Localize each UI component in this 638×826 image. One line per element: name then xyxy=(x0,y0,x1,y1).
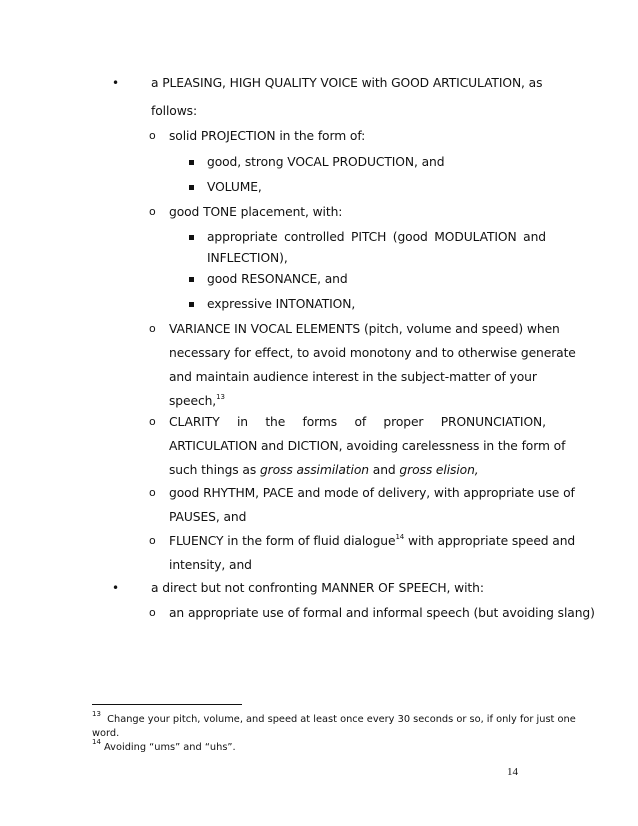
resonance-item: good RESONANCE, and xyxy=(207,272,348,286)
justified-word: proper xyxy=(383,415,424,429)
sub-bullet-marker: o xyxy=(149,606,156,619)
variance-line-4 xyxy=(169,393,225,409)
sub-bullet-marker: o xyxy=(149,205,156,218)
page-number: 14 xyxy=(507,766,518,778)
clarity-line-1 xyxy=(169,414,546,430)
variance-line-1: VARIANCE IN VOCAL ELEMENTS (pitch, volume and speed) when xyxy=(169,322,560,336)
justified-word: controlled xyxy=(284,230,345,244)
footnote-14 xyxy=(92,738,236,754)
footnote-ref-13: 13 xyxy=(216,393,225,401)
justified-word: MODULATION xyxy=(434,230,517,244)
square-bullet-icon xyxy=(189,302,194,307)
formal-informal-item: an appropriate use of formal and informal speech (but avoiding slang) xyxy=(169,606,595,620)
intonation-item: expressive INTONATION, xyxy=(207,297,356,311)
rhythm-line-2: PAUSES, and xyxy=(169,510,247,524)
square-bullet-icon xyxy=(189,160,194,165)
fluency-text-end: with appropriate speed and xyxy=(407,534,576,548)
footnote-13-line-2: word. xyxy=(92,728,120,739)
footnote-13-line-1 xyxy=(92,710,576,726)
fluency-line-1 xyxy=(169,533,575,549)
gross-elision-term: gross elision, xyxy=(399,463,479,477)
sub-bullet-marker: o xyxy=(149,534,156,547)
fluency-text: FLUENCY in the form of fluid dialogue xyxy=(169,534,396,548)
bullet-1-line-1: a PLEASING, HIGH QUALITY VOICE with GOOD ARTICULATION, as xyxy=(151,76,543,90)
justified-word: (good xyxy=(392,230,428,244)
gross-assimilation-term: gross assimilation xyxy=(259,463,369,477)
bullet-2-line-1: a direct but not confronting MANNER OF SPEECH, with: xyxy=(151,581,484,595)
justified-word: PITCH xyxy=(351,230,387,244)
pitch-item-line-2: INFLECTION), xyxy=(207,251,288,265)
footnote-ref-14: 14 xyxy=(395,533,405,541)
variance-line-3: and maintain audience interest in the subject-matter of your xyxy=(169,370,537,384)
variance-line-2: necessary for effect, to avoid monotony and to otherwise generate xyxy=(169,346,576,360)
footnote-14-number: 14 xyxy=(92,738,101,746)
justified-word: in xyxy=(236,415,248,429)
volume-item: VOLUME, xyxy=(207,180,262,194)
justified-word: the xyxy=(265,415,286,429)
rhythm-line-1: good RHYTHM, PACE and mode of delivery, with appropriate use of xyxy=(169,486,575,500)
tone-item: good TONE placement, with: xyxy=(169,205,343,219)
justified-word: PRONUNCIATION, xyxy=(440,415,546,429)
justified-word: of xyxy=(354,415,367,429)
square-bullet-icon xyxy=(189,277,194,282)
bullet-marker: • xyxy=(112,581,120,595)
sub-bullet-marker: o xyxy=(149,415,156,428)
and-word: and xyxy=(372,463,396,477)
justified-word: forms xyxy=(302,415,338,429)
pitch-item-line-1 xyxy=(207,229,546,245)
justified-word: appropriate xyxy=(207,230,278,244)
square-bullet-icon xyxy=(189,235,194,240)
vocal-production-item: good, strong VOCAL PRODUCTION, and xyxy=(207,155,445,169)
clarity-line-3 xyxy=(169,462,479,478)
sub-bullet-marker: o xyxy=(149,129,156,142)
justified-word: CLARITY xyxy=(169,415,220,429)
clarity-text: such things as xyxy=(169,463,257,477)
footnote-13-number: 13 xyxy=(92,710,101,718)
justified-word: and xyxy=(523,230,546,244)
sub-bullet-marker: o xyxy=(149,322,156,335)
sub-bullet-marker: o xyxy=(149,486,156,499)
projection-item: solid PROJECTION in the form of: xyxy=(169,129,366,143)
bullet-marker: • xyxy=(112,76,120,90)
footnote-separator xyxy=(92,704,242,705)
footnote-14-text: Avoiding “ums” and “uhs”. xyxy=(104,742,236,753)
fluency-line-2: intensity, and xyxy=(169,558,252,572)
footnote-13-text: Change your pitch, volume, and speed at least once every 30 seconds or so, if only for just one xyxy=(107,714,576,725)
speech-word: speech, xyxy=(169,394,217,408)
clarity-line-2: ARTICULATION and DICTION, avoiding carelessness in the form of xyxy=(169,439,566,453)
bullet-1-line-2: follows: xyxy=(151,104,198,118)
square-bullet-icon xyxy=(189,185,194,190)
